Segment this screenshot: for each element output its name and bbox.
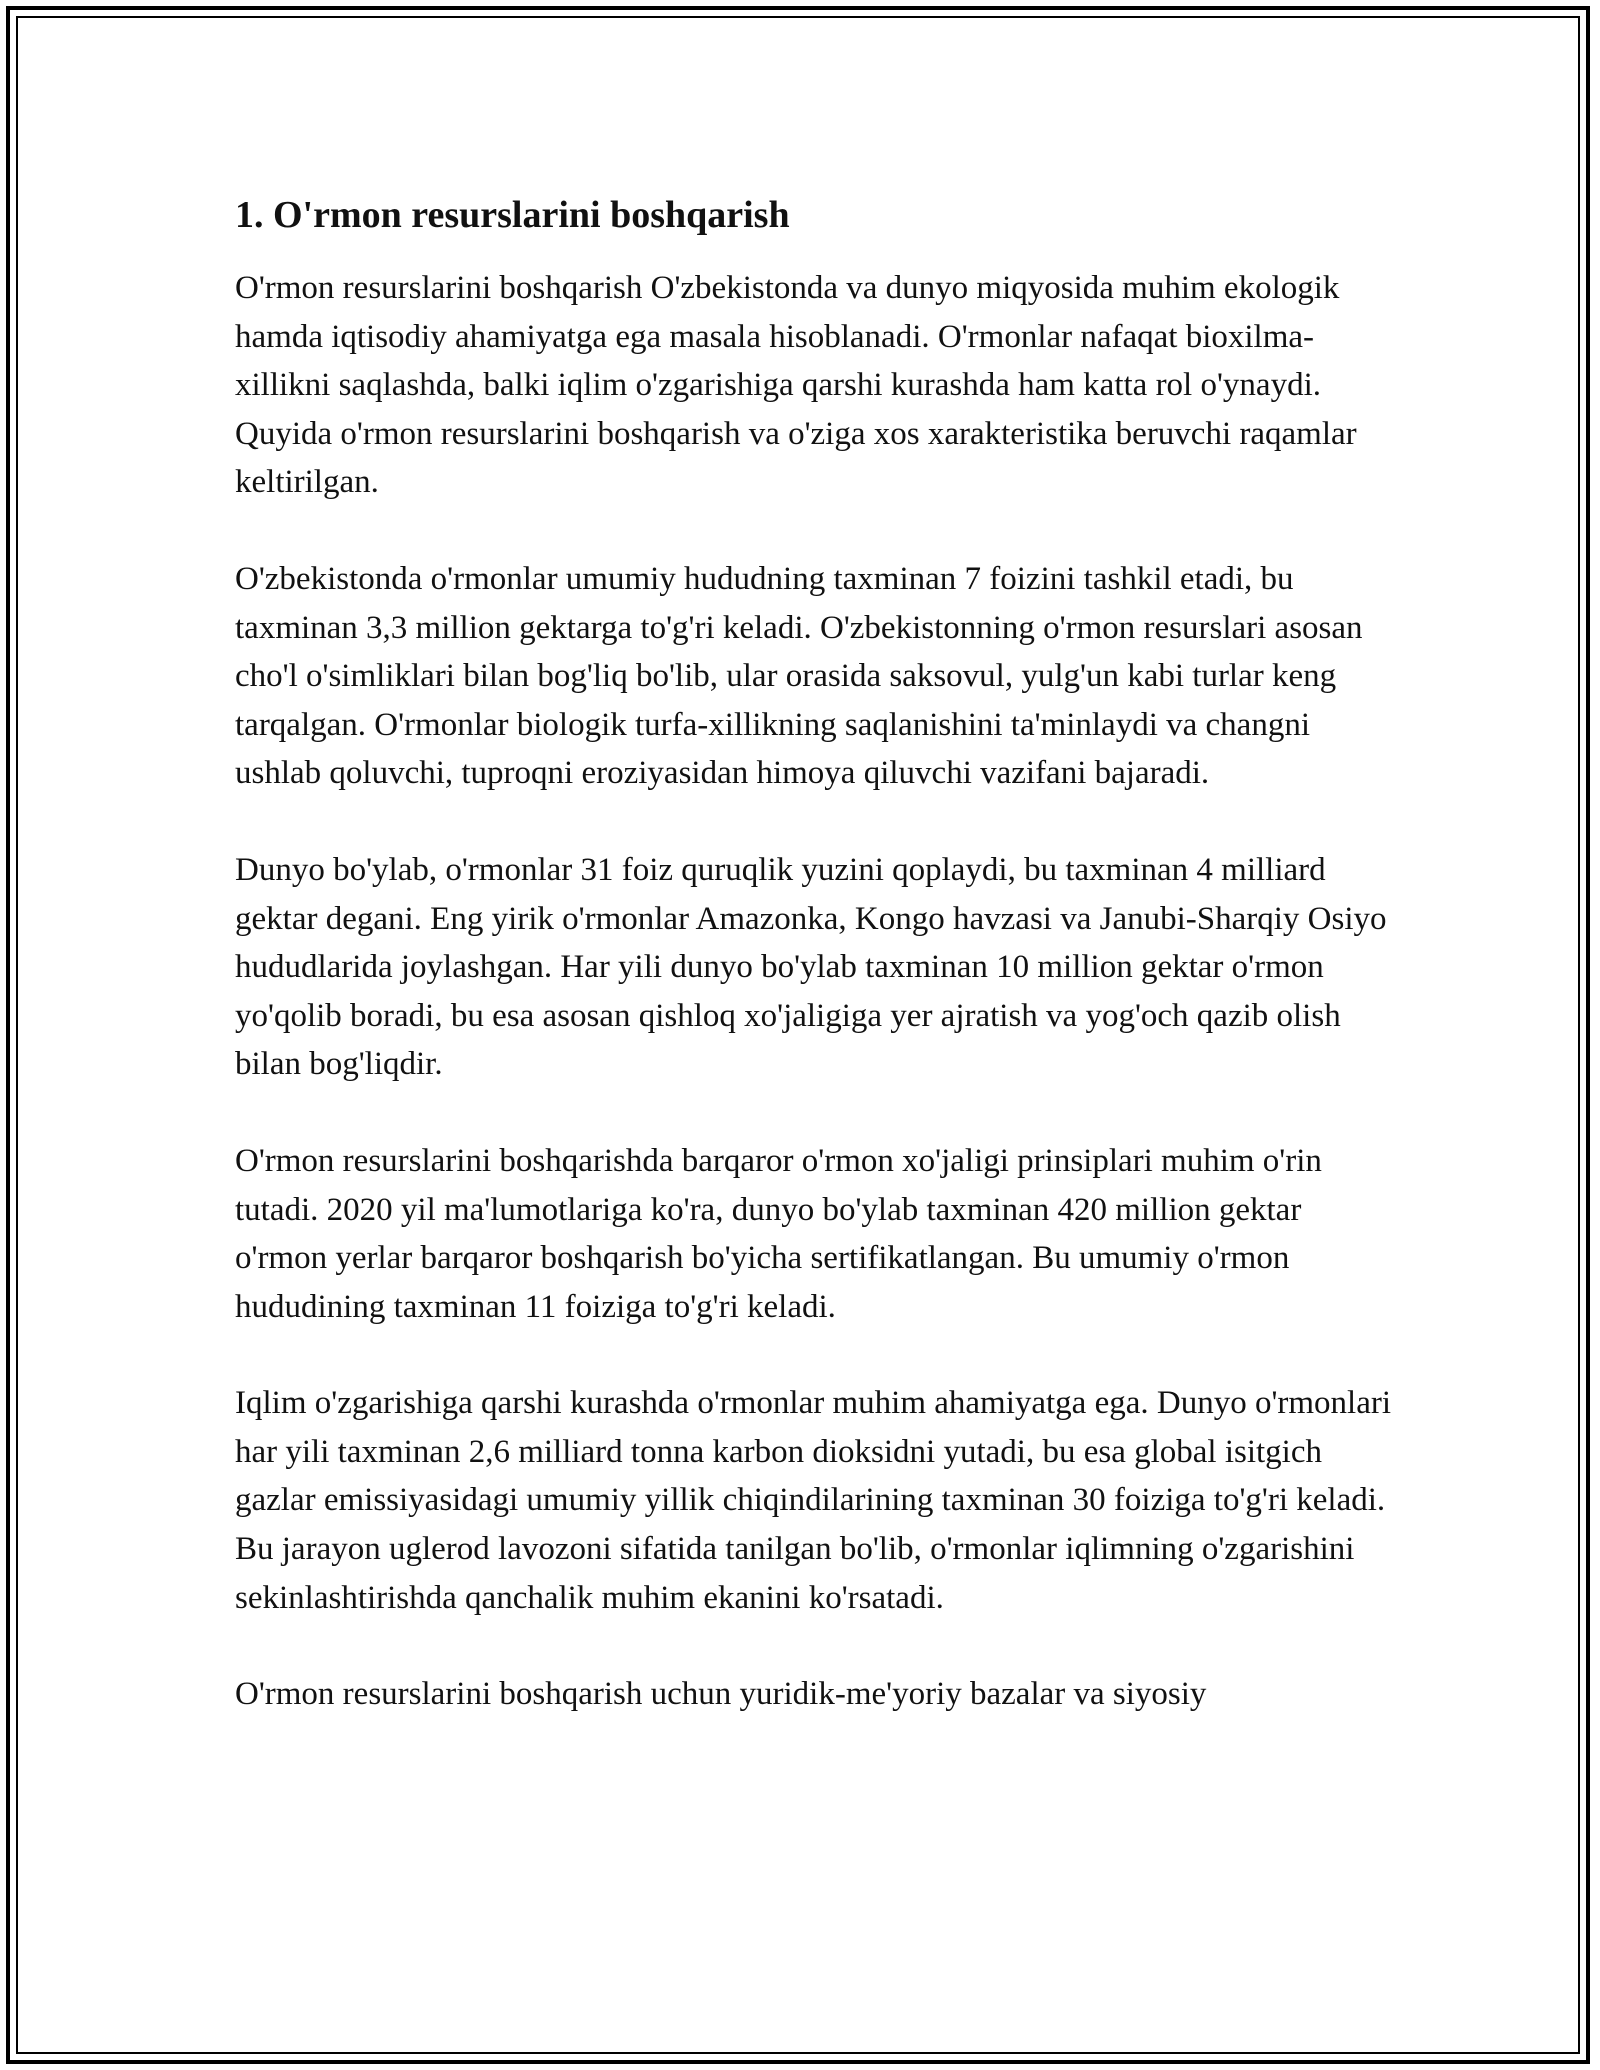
paragraph-intro: O'rmon resurslarini boshqarish O'zbekistonda va dunyo miqyosida muhim ekologik hamda iqtisodiy ahamiyatga ega masala hisoblanadi. O'rmonlar nafaqat bioxilma-xillikni saqlashda, balki iqlim o'zgarishiga qarshi kurashda ham katta rol o'ynaydi. Quyida o'rmon resurslarini boshqarish va o'ziga xos xarakteristika beruvchi raqamlar keltirilgan. [235, 270, 1357, 501]
document-body [235, 190, 1395, 1767]
paragraph-sustainable-management: O'rmon resurslarini boshqarishda barqaror o'rmon xo'jaligi prinsiplari muhim o'rin tutadi. 2020 yil ma'lumotlariga ko'ra, dunyo bo'ylab taxminan 420 million gektar o'rmon yerlar barqaror boshqarish bo'yicha sertifikatlangan. Bu umumiy o'rmon hududining taxminan 11 foiziga to'g'ri keladi. [235, 1142, 1322, 1325]
paragraph-uzbekistan-forests: O'zbekistonda o'rmonlar umumiy hududning taxminan 7 foizini tashkil etadi, bu taxminan 3,3 million gektarga to'g'ri keladi. O'zbekistonning o'rmon resurslari asosan cho'l o'simliklari bilan bog'liq bo'lib, ular orasida saksovul, yulg'un kabi turlar keng tarqalgan. O'rmonlar biologik turfa-xillikning saqlanishini ta'minlaydi va changni ushlab qoluvchi, tuproqni eroziyasidan himoya qiluvchi vazifani bajaradi. [235, 560, 1363, 792]
paragraph-world-forests: Dunyo bo'ylab, o'rmonlar 31 foiz quruqlik yuzini qoplaydi, bu taxminan 4 milliard gektar degani. Eng yirik o'rmonlar Amazonka, Kongo havzasi va Janubi-Sharqiy Osiyo hududlarida joylashgan. Har yili dunyo bo'ylab taxminan 10 million gektar o'rmon yo'qolib boradi, bu esa asosan qishloq xo'jaligiga yer ajratish va yog'och qazib olish bilan bog'liqdir. [235, 851, 1387, 1083]
section-heading: 1. O'rmon resurslarini boshqarish [235, 194, 790, 236]
paragraph-climate-change: Iqlim o'zgarishiga qarshi kurashda o'rmonlar muhim ahamiyatga ega. Dunyo o'rmonlari har yili taxminan 2,6 milliard tonna karbon dioksidni yutadi, bu esa global isitgich gazlar emissiyasidagi umumiy yillik chiqindilarining taxminan 30 foiziga to'g'ri keladi. Bu jarayon uglerod lavozoni sifatida tanilgan bo'lib, o'rmonlar iqlimning o'zgarishini sekinlashtirishda qanchalik muhim ekanini ko'rsatadi. [235, 1385, 1392, 1616]
paragraph-legal-framework: O'rmon resurslarini boshqarish uchun yuridik-me'yoriy bazalar va siyosiy [235, 1676, 1207, 1713]
